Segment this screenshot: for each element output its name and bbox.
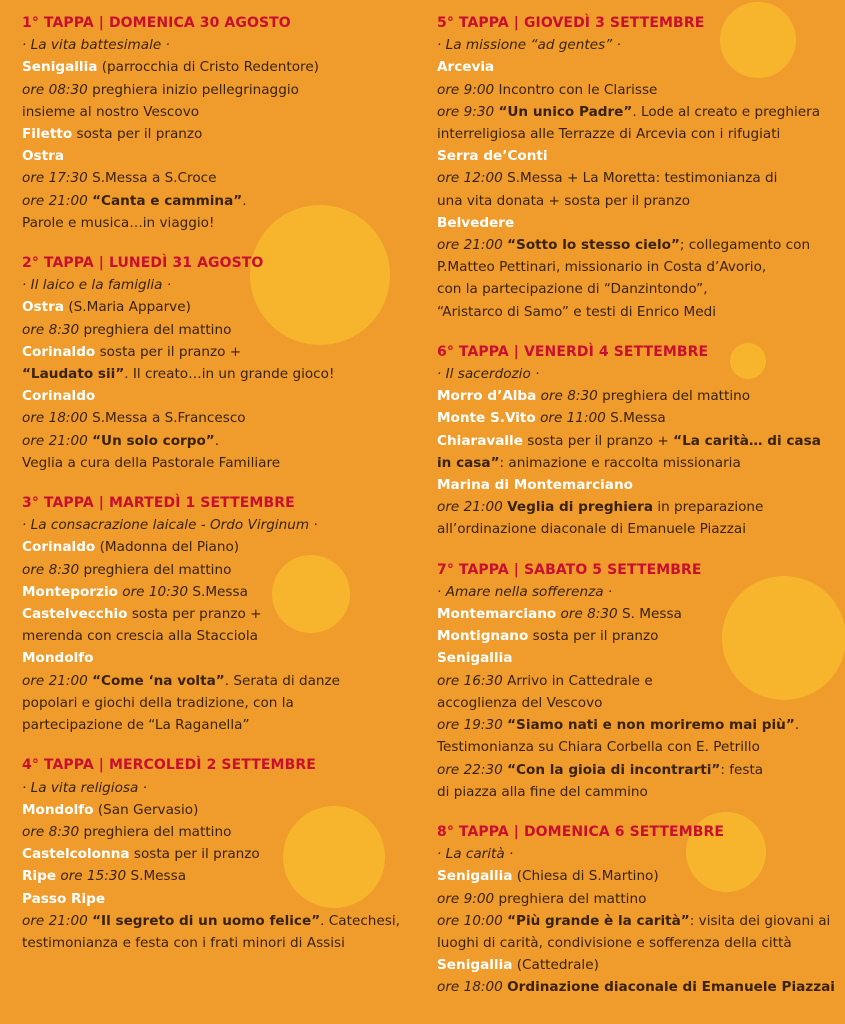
schedule-line (437, 190, 837, 212)
place-name: Mondolfo (22, 650, 94, 667)
schedule-line (437, 56, 837, 78)
place-name: Corinaldo (22, 343, 96, 360)
line-text: Incontro con le Clarisse (494, 81, 658, 98)
schedule-line (22, 670, 422, 692)
place-name: Senigallia (437, 868, 513, 885)
event-title: “Come ‘na volta” (92, 672, 225, 689)
place-name: Corinaldo (22, 539, 96, 556)
schedule-line (22, 910, 422, 932)
line-text: preghiera del mattino (79, 321, 232, 338)
schedule-line (22, 430, 422, 452)
line-text: (Madonna del Piano) (95, 539, 240, 556)
place-name: Ripe (22, 868, 57, 885)
schedule-line (22, 625, 422, 647)
time-label: ore 21:00 (22, 912, 88, 929)
place-name: Filetto (22, 126, 73, 143)
schedule-line (437, 647, 837, 669)
stage-title: 6° TAPPA | VENERDÌ 4 SETTEMBRE (437, 343, 709, 360)
schedule-line (22, 692, 422, 714)
stage-1-tappa (22, 12, 422, 234)
stage-7-tappa (437, 559, 837, 803)
stage-theme: · La vita religiosa · (22, 779, 147, 796)
event-title: “Più grande è la carità” (507, 912, 690, 929)
schedule-line (22, 79, 422, 101)
schedule-line (437, 234, 837, 256)
schedule-line (22, 167, 422, 189)
place-name: Monte S.Vito (437, 410, 536, 427)
time-label: ore 15:30 (60, 868, 127, 885)
schedule-line (437, 781, 837, 803)
schedule-line (22, 799, 422, 821)
stage-5-tappa (437, 12, 837, 323)
place-name: Castelcolonna (22, 846, 130, 863)
place-name: Ostra (22, 299, 65, 316)
event-title: “Laudato sii” (22, 366, 125, 383)
schedule-line (437, 736, 837, 758)
schedule-line (22, 603, 422, 625)
schedule-line (437, 407, 837, 429)
line-text: (Chiesa di S.Martino) (512, 868, 659, 885)
schedule-line (437, 278, 837, 300)
stage-title: 1° TAPPA | DOMENICA 30 AGOSTO (22, 15, 291, 31)
line-text: Parole e musica…in viaggio! (22, 214, 215, 231)
schedule-line (22, 363, 422, 385)
time-label: ore 21:00 (437, 237, 503, 254)
schedule-line (437, 167, 837, 189)
event-title: “Con la gioia di incontrarti” (507, 761, 721, 778)
schedule-line (437, 714, 837, 736)
schedule-line (22, 123, 422, 145)
line-text: S.Messa (126, 868, 187, 885)
place-name: Montemarciano (437, 606, 557, 623)
line-text: S.Messa a S.Croce (87, 170, 217, 187)
schedule-line (22, 865, 422, 887)
line-text: (S.Maria Apparve) (64, 299, 191, 316)
stage-4-tappa (22, 754, 422, 954)
time-label: ore 18:00 (22, 410, 88, 427)
line-text: S.Messa + La Moretta: testimonianza di (502, 170, 778, 187)
schedule-line (437, 474, 837, 496)
time-label: ore 10:30 (122, 583, 189, 600)
line-text: merenda con crescia alla Stacciola (22, 628, 258, 645)
line-text: preghiera del mattino (597, 388, 751, 405)
stage-title: 2° TAPPA | LUNEDÌ 31 AGOSTO (22, 255, 264, 272)
schedule-line (22, 559, 422, 581)
schedule-line (22, 932, 422, 954)
schedule-line (22, 385, 422, 407)
line-text: accoglienza del Vescovo (437, 694, 603, 711)
line-text: : animazione e raccolta missionaria (499, 454, 741, 471)
schedule-line (437, 101, 837, 123)
line-text: all’ordinazione diaconale di Emanuele Piazzai (437, 521, 747, 538)
line-text: preghiera del mattino (494, 890, 647, 907)
time-label: ore 8:30 (22, 561, 80, 578)
line-text: di piazza alla fine del cammino (437, 783, 648, 800)
stage-3-tappa (22, 492, 422, 736)
schedule-line (22, 212, 422, 234)
time-label: ore 21:00 (22, 432, 88, 449)
line-text: . Catechesi, (320, 912, 400, 929)
line-text: . Il creato…in un grande gioco! (124, 366, 335, 383)
stage-theme: · La vita battesimale · (22, 37, 170, 54)
line-text: partecipazione de “La Raganella” (22, 717, 250, 734)
schedule-line (437, 496, 837, 518)
schedule-line (437, 692, 837, 714)
line-text: sosta per il pranzo + (522, 432, 674, 449)
place-name: Senigallia (437, 650, 513, 667)
line-text: una vita donata + sosta per il pranzo (437, 192, 691, 209)
schedule-line (437, 625, 837, 647)
line-text: . (794, 717, 800, 734)
schedule-line (22, 714, 422, 736)
event-title: “La carità… di casa (673, 432, 821, 449)
line-text: in preparazione (653, 499, 764, 516)
time-label: ore 11:00 (540, 410, 606, 427)
schedule-line (437, 518, 837, 540)
schedule-line (437, 212, 837, 234)
time-label: ore 12:00 (437, 170, 503, 187)
line-text: testimonianza e festa con i frati minori di Assisi (22, 934, 345, 951)
place-name: Ostra (22, 148, 65, 165)
stage-theme: · La missione “ad gentes” · (437, 37, 621, 54)
time-label: ore 17:30 (22, 170, 88, 187)
stage-title: 5° TAPPA | GIOVEDÌ 3 SETTEMBRE (437, 15, 705, 31)
schedule-line (22, 452, 422, 474)
place-name: Marina di Montemarciano (437, 477, 633, 494)
line-text: P.Matteo Pettinari, missionario in Costa d’Avorio, (437, 259, 767, 276)
stage-2-tappa (22, 252, 422, 474)
stage-theme: · La consacrazione laicale - Ordo Virginum · (22, 517, 318, 534)
place-name: Castelvecchio (22, 606, 128, 623)
schedule-line (22, 888, 422, 910)
place-name: Mondolfo (22, 801, 94, 818)
time-label: ore 18:00 (437, 979, 503, 996)
schedule-line (22, 821, 422, 843)
place-name: Passo Ripe (22, 890, 106, 907)
schedule-line (437, 385, 837, 407)
schedule-column-right (437, 12, 837, 1017)
schedule-line (437, 888, 837, 910)
line-text: S. Messa (617, 606, 682, 623)
schedule-line (437, 256, 837, 278)
time-label: ore 9:00 (437, 890, 495, 907)
stage-8-tappa (437, 821, 837, 999)
stage-title: 7° TAPPA | SABATO 5 SETTEMBRE (437, 561, 702, 578)
line-text: ; collegamento con (679, 237, 811, 254)
line-text: sosta per il pranzo (129, 846, 260, 863)
line-text: . (242, 192, 247, 209)
schedule-line (22, 647, 422, 669)
schedule-line (22, 145, 422, 167)
place-name: Corinaldo (22, 388, 96, 405)
time-label: ore 19:30 (437, 717, 503, 734)
line-text: . (214, 432, 220, 449)
schedule-line (437, 954, 837, 976)
schedule-line (437, 452, 837, 474)
line-text: (parrocchia di Cristo Redentore) (97, 59, 319, 76)
line-text: Veglia a cura della Pastorale Familiare (22, 454, 281, 471)
time-label: ore 9:00 (437, 81, 495, 98)
schedule-line (437, 145, 837, 167)
line-text: interreligiosa alle Terrazze di Arcevia con i rifugiati (437, 126, 781, 143)
stage-title: 3° TAPPA | MARTEDÌ 1 SETTEMBRE (22, 495, 295, 512)
schedule-line (437, 123, 837, 145)
event-title: Veglia di preghiera (507, 499, 653, 516)
schedule-line (437, 865, 837, 887)
stage-theme: · La carità · (437, 846, 514, 863)
event-title: “Canta e cammina” (92, 192, 243, 209)
place-name: Senigallia (437, 957, 513, 974)
line-text: luoghi di carità, condivisione e sofferenza della città (437, 934, 792, 951)
schedule-line (437, 79, 837, 101)
event-title: in casa” (437, 454, 500, 471)
line-text: insieme al nostro Vescovo (22, 103, 200, 120)
stage-theme: · Il sacerdozio · (437, 366, 540, 383)
line-text: S.Messa (605, 410, 666, 427)
schedule-line (437, 603, 837, 625)
stage-theme: · Il laico e la famiglia · (22, 277, 172, 294)
time-label: ore 22:30 (437, 761, 503, 778)
event-title: Ordinazione diaconale di Emanuele Piazzai (507, 979, 835, 996)
schedule-line (437, 976, 837, 998)
line-text: : visita dei giovani ai (689, 912, 831, 929)
line-text: Arrivo in Cattedrale e (502, 672, 653, 689)
line-text: : festa (720, 761, 764, 778)
schedule-line (437, 430, 837, 452)
line-text: con la partecipazione di “Danzintondo”, (437, 281, 708, 298)
line-text: (San Gervasio) (93, 801, 199, 818)
time-label: ore 8:30 (560, 606, 618, 623)
schedule-line (437, 910, 837, 932)
place-name: Arcevia (437, 59, 495, 76)
place-name: Morro d’Alba (437, 388, 537, 405)
schedule-line (437, 301, 837, 323)
time-label: ore 21:00 (437, 499, 503, 516)
time-label: ore 8:30 (540, 388, 598, 405)
schedule-line (437, 759, 837, 781)
schedule-line (22, 581, 422, 603)
place-name: Belvedere (437, 214, 515, 231)
line-text: Testimonianza su Chiara Corbella con E. Petrillo (437, 739, 760, 756)
time-label: ore 21:00 (22, 192, 88, 209)
time-label: ore 8:30 (22, 321, 80, 338)
schedule-line (22, 190, 422, 212)
time-label: ore 16:30 (437, 672, 503, 689)
schedule-line (22, 319, 422, 341)
time-label: ore 10:00 (437, 912, 503, 929)
place-name: Chiaravalle (437, 432, 523, 449)
event-title: “Sotto lo stesso cielo” (507, 237, 680, 254)
place-name: Monteporzio (22, 583, 118, 600)
line-text: “Aristarco di Samo” e testi di Enrico Medi (437, 303, 717, 320)
line-text: preghiera del mattino (79, 823, 232, 840)
line-text: sosta per il pranzo (528, 628, 659, 645)
schedule-line (22, 101, 422, 123)
place-name: Serra de’Conti (437, 148, 548, 165)
line-text: sosta per pranzo + (127, 606, 262, 623)
schedule-line (22, 843, 422, 865)
stage-theme: · Amare nella sofferenza · (437, 583, 613, 600)
schedule-line (22, 536, 422, 558)
schedule-line (22, 407, 422, 429)
place-name: Montignano (437, 628, 529, 645)
line-text: preghiera inizio pellegrinaggio (87, 81, 299, 98)
schedule-line (22, 341, 422, 363)
stage-6-tappa (437, 341, 837, 541)
line-text: preghiera del mattino (79, 561, 232, 578)
event-title: “Il segreto di un uomo felice” (92, 912, 321, 929)
time-label: ore 08:30 (22, 81, 88, 98)
line-text: S.Messa a S.Francesco (87, 410, 246, 427)
event-title: “Un unico Padre” (498, 103, 633, 120)
event-title: “Siamo nati e non moriremo mai più” (507, 717, 795, 734)
line-text: sosta per il pranzo (72, 126, 203, 143)
stage-title: 4° TAPPA | MERCOLEDÌ 2 SETTEMBRE (22, 757, 316, 774)
schedule-column-left (22, 12, 422, 972)
line-text: (Cattedrale) (512, 957, 599, 974)
time-label: ore 21:00 (22, 672, 88, 689)
schedule-line (437, 932, 837, 954)
line-text: S.Messa (188, 583, 248, 600)
time-label: ore 8:30 (22, 823, 80, 840)
line-text: popolari e giochi della tradizione, con la (22, 694, 294, 711)
schedule-line (437, 670, 837, 692)
schedule-line (22, 296, 422, 318)
time-label: ore 9:30 (437, 103, 495, 120)
event-title: “Un solo corpo” (92, 432, 215, 449)
schedule-line (22, 56, 422, 78)
place-name: Senigallia (22, 59, 98, 76)
stage-title: 8° TAPPA | DOMENICA 6 SETTEMBRE (437, 823, 725, 840)
line-text: . Serata di danze (224, 672, 341, 689)
line-text: sosta per il pranzo + (95, 343, 242, 360)
line-text: . Lode al creato e preghiera (632, 103, 821, 120)
